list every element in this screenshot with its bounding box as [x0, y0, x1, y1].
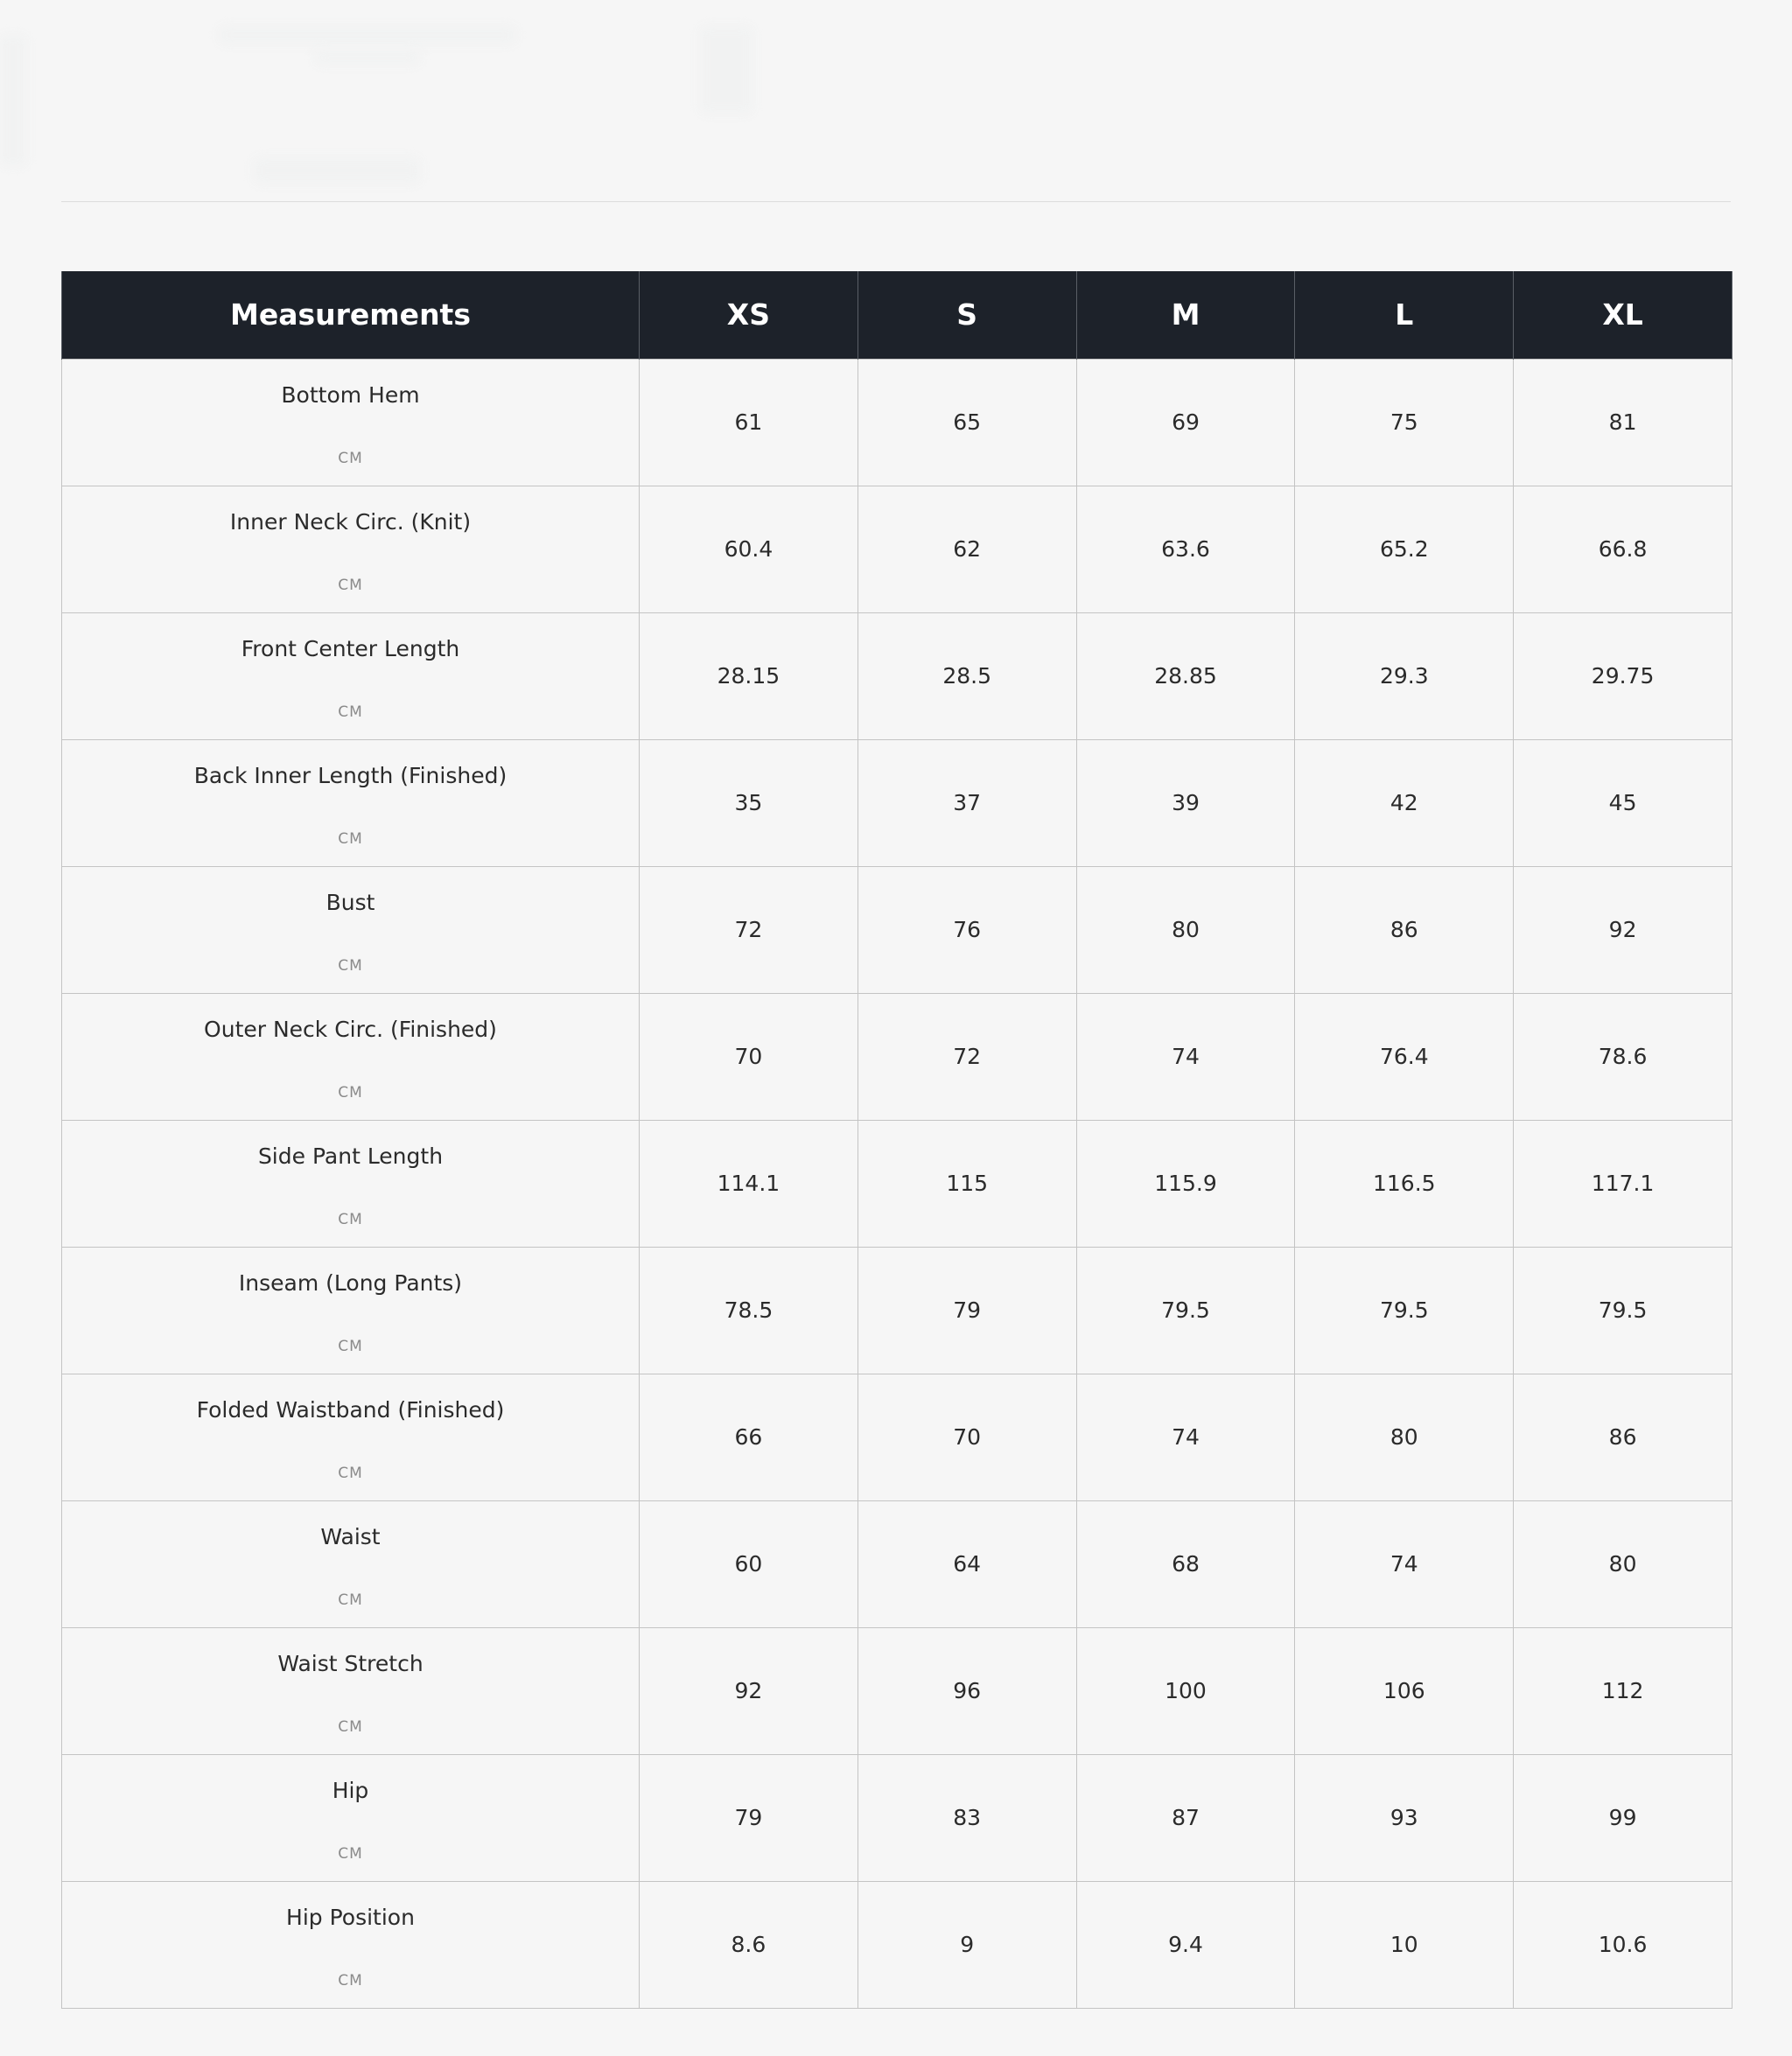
measurement-cell — [62, 1500, 640, 1627]
size-value-cell: 62 — [858, 486, 1076, 612]
size-value-cell: 45 — [1514, 739, 1732, 866]
measurement-unit: CM — [338, 1844, 363, 1863]
size-value-cell: 79.5 — [1514, 1247, 1732, 1374]
measurement-cell — [62, 1374, 640, 1500]
size-value-cell: 115.9 — [1076, 1120, 1295, 1247]
measurement-cell — [62, 486, 640, 612]
table-row — [62, 1754, 1732, 1881]
size-value-cell: 75 — [1295, 359, 1514, 486]
table-row — [62, 739, 1732, 866]
size-value-cell: 65 — [858, 359, 1076, 486]
size-value-cell: 66 — [640, 1374, 858, 1500]
size-value-cell: 93 — [1295, 1754, 1514, 1881]
blurred-content — [700, 26, 752, 114]
measurement-cell — [62, 612, 640, 739]
table-body — [62, 359, 1732, 2008]
table-row — [62, 866, 1732, 993]
size-value-cell: 37 — [858, 739, 1076, 866]
measurement-name: Inseam (Long Pants) — [238, 1269, 463, 1296]
size-value-cell: 28.5 — [858, 612, 1076, 739]
size-chart — [61, 271, 1732, 2009]
header-size-xl: XL — [1514, 271, 1732, 359]
size-value-cell: 83 — [858, 1754, 1076, 1881]
header-size-m: M — [1076, 271, 1295, 359]
size-value-cell: 79.5 — [1295, 1247, 1514, 1374]
measurement-unit: CM — [338, 1464, 363, 1482]
size-value-cell: 28.85 — [1076, 612, 1295, 739]
table-row — [62, 486, 1732, 612]
table-row — [62, 1374, 1732, 1500]
header-measurements: Measurements — [62, 271, 640, 359]
measurement-name: Outer Neck Circ. (Finished) — [204, 1016, 497, 1042]
size-value-cell: 87 — [1076, 1754, 1295, 1881]
measurement-cell — [62, 1881, 640, 2008]
measurement-unit: CM — [338, 1337, 363, 1355]
size-value-cell: 66.8 — [1514, 486, 1732, 612]
measurement-unit: CM — [338, 449, 363, 467]
measurement-name: Folded Waistband (Finished) — [196, 1396, 505, 1423]
measurement-cell — [62, 993, 640, 1120]
size-value-cell: 72 — [858, 993, 1076, 1120]
measurement-name: Front Center Length — [241, 635, 460, 661]
size-value-cell: 78.6 — [1514, 993, 1732, 1120]
measurement-cell — [62, 359, 640, 486]
table-row — [62, 1881, 1732, 2008]
size-value-cell: 74 — [1295, 1500, 1514, 1627]
size-value-cell: 114.1 — [640, 1120, 858, 1247]
size-value-cell: 117.1 — [1514, 1120, 1732, 1247]
size-value-cell: 99 — [1514, 1754, 1732, 1881]
size-value-cell: 96 — [858, 1627, 1076, 1754]
measurement-name: Side Pant Length — [257, 1143, 444, 1169]
size-value-cell: 8.6 — [640, 1881, 858, 2008]
header-size-xs: XS — [640, 271, 858, 359]
measurement-unit: CM — [338, 956, 363, 975]
table-row — [62, 612, 1732, 739]
size-value-cell: 79.5 — [1076, 1247, 1295, 1374]
size-value-cell: 61 — [640, 359, 858, 486]
measurement-unit: CM — [338, 703, 363, 721]
size-value-cell: 74 — [1076, 993, 1295, 1120]
table-row — [62, 1247, 1732, 1374]
size-value-cell: 92 — [1514, 866, 1732, 993]
size-value-cell: 63.6 — [1076, 486, 1295, 612]
measurement-name: Inner Neck Circ. (Knit) — [229, 508, 472, 535]
size-value-cell: 86 — [1514, 1374, 1732, 1500]
blurred-content — [315, 51, 420, 65]
blurred-content — [254, 157, 420, 184]
table-row — [62, 1500, 1732, 1627]
size-value-cell: 100 — [1076, 1627, 1295, 1754]
measurement-unit: CM — [338, 829, 363, 848]
measurement-name: Hip Position — [286, 1904, 415, 1930]
size-value-cell: 81 — [1514, 359, 1732, 486]
size-value-cell: 9.4 — [1076, 1881, 1295, 2008]
size-value-cell: 92 — [640, 1627, 858, 1754]
size-value-cell: 80 — [1295, 1374, 1514, 1500]
measurement-cell — [62, 1247, 640, 1374]
size-value-cell: 112 — [1514, 1627, 1732, 1754]
measurement-unit: CM — [338, 576, 363, 594]
size-value-cell: 80 — [1514, 1500, 1732, 1627]
measurement-unit: CM — [338, 1210, 363, 1228]
table-row — [62, 1120, 1732, 1247]
size-value-cell: 106 — [1295, 1627, 1514, 1754]
table-row — [62, 359, 1732, 486]
size-value-cell: 76.4 — [1295, 993, 1514, 1120]
size-value-cell: 60.4 — [640, 486, 858, 612]
measurement-name: Bust — [326, 889, 375, 915]
measurement-unit: CM — [338, 1591, 363, 1609]
measurement-unit: CM — [338, 1717, 363, 1736]
size-value-cell: 115 — [858, 1120, 1076, 1247]
size-value-cell: 76 — [858, 866, 1076, 993]
measurement-cell — [62, 1754, 640, 1881]
size-value-cell: 42 — [1295, 739, 1514, 866]
size-value-cell: 29.75 — [1514, 612, 1732, 739]
measurement-cell — [62, 866, 640, 993]
size-value-cell: 86 — [1295, 866, 1514, 993]
measurement-unit: CM — [338, 1971, 363, 1990]
size-value-cell: 10 — [1295, 1881, 1514, 2008]
size-value-cell: 35 — [640, 739, 858, 866]
size-value-cell: 79 — [640, 1754, 858, 1881]
measurement-name: Bottom Hem — [281, 381, 420, 408]
table-header — [62, 271, 1732, 359]
table-row — [62, 993, 1732, 1120]
section-divider — [61, 201, 1731, 202]
measurement-name: Back Inner Length (Finished) — [193, 762, 508, 788]
measurement-name: Hip — [332, 1777, 369, 1803]
size-value-cell: 10.6 — [1514, 1881, 1732, 2008]
size-chart-table — [61, 271, 1732, 2009]
size-value-cell: 39 — [1076, 739, 1295, 866]
size-value-cell: 60 — [640, 1500, 858, 1627]
size-value-cell: 9 — [858, 1881, 1076, 2008]
measurement-cell — [62, 739, 640, 866]
header-size-l: L — [1295, 271, 1514, 359]
size-value-cell: 70 — [640, 993, 858, 1120]
measurement-cell — [62, 1120, 640, 1247]
measurement-name: Waist Stretch — [277, 1650, 424, 1676]
size-value-cell: 68 — [1076, 1500, 1295, 1627]
size-value-cell: 78.5 — [640, 1247, 858, 1374]
size-value-cell: 64 — [858, 1500, 1076, 1627]
header-row — [62, 271, 1732, 359]
table-row — [62, 1627, 1732, 1754]
size-value-cell: 72 — [640, 866, 858, 993]
size-value-cell: 70 — [858, 1374, 1076, 1500]
blurred-content — [219, 26, 516, 44]
size-value-cell: 65.2 — [1295, 486, 1514, 612]
blurred-header-area — [0, 0, 1792, 203]
measurement-cell — [62, 1627, 640, 1754]
blurred-content — [0, 35, 26, 166]
header-size-s: S — [858, 271, 1076, 359]
size-value-cell: 79 — [858, 1247, 1076, 1374]
size-value-cell: 116.5 — [1295, 1120, 1514, 1247]
measurement-name: Waist — [320, 1523, 381, 1549]
size-value-cell: 29.3 — [1295, 612, 1514, 739]
size-value-cell: 80 — [1076, 866, 1295, 993]
measurement-unit: CM — [338, 1083, 363, 1101]
size-value-cell: 28.15 — [640, 612, 858, 739]
size-value-cell: 69 — [1076, 359, 1295, 486]
size-value-cell: 74 — [1076, 1374, 1295, 1500]
